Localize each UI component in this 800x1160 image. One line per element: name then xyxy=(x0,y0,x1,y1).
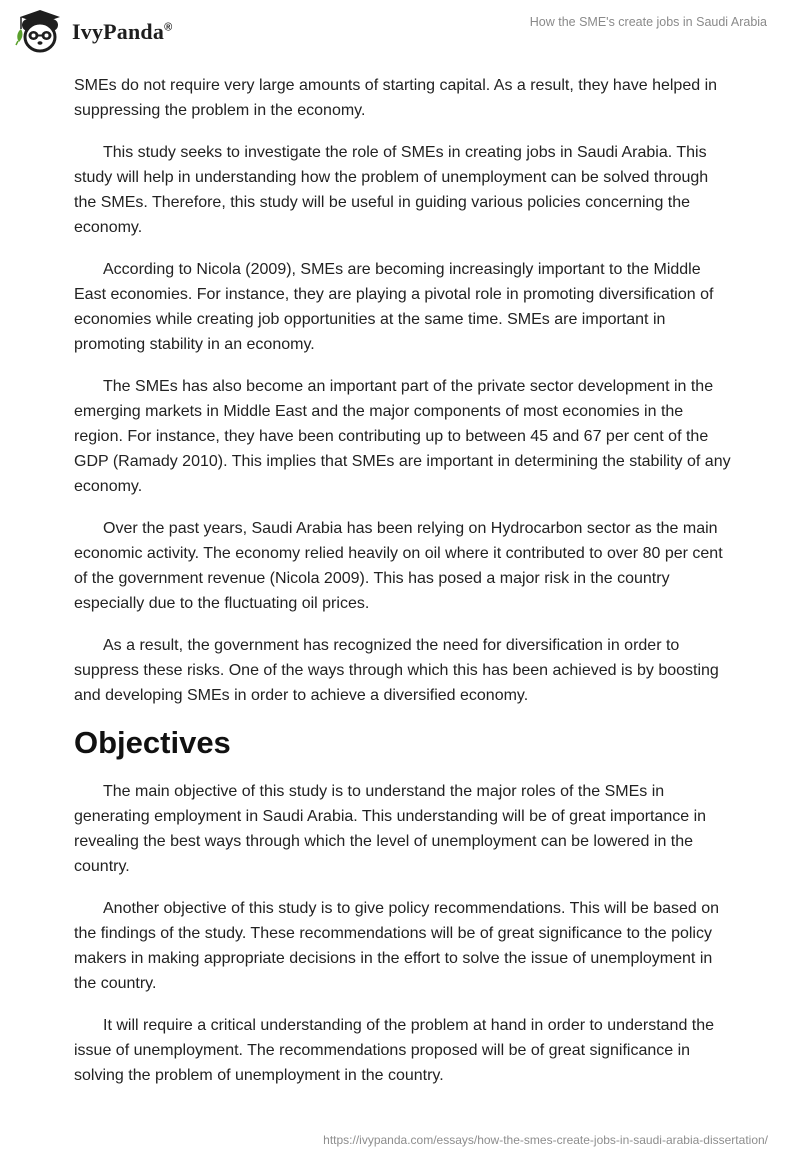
essay-body xyxy=(74,73,734,1105)
document-title: How the SME's create jobs in Saudi Arabia xyxy=(529,15,767,29)
source-url[interactable]: https://ivypanda.com/essays/how-the-smes-create-jobs-in-saudi-arabia-dissertation/ xyxy=(323,1133,768,1147)
page-header xyxy=(0,0,800,64)
paragraph: According to Nicola (2009), SMEs are becoming increasingly important to the Middle East economies. For instance, they are playing a pivotal role in promoting diversification of economies while creating job opportunities at the same time. SMEs are important in promoting stability in an economy. xyxy=(74,261,714,353)
panda-graduate-icon xyxy=(14,8,66,56)
paragraph: It will require a critical understanding of the problem at hand in order to understand the issue of unemployment. The recommendations proposed will be of great significance in solving the problem of unemployment in the country. xyxy=(74,1017,715,1084)
section-heading-objectives: Objectives xyxy=(74,725,231,760)
paragraph: This study seeks to investigate the role of SMEs in creating jobs in Saudi Arabia. This study will help in understanding how the problem of unemployment can be solved through the SMEs. Therefore, this study will be useful in guiding various policies concerning the economy. xyxy=(74,144,709,236)
paragraph: Another objective of this study is to give policy recommendations. This will be based on the findings of the study. These recommendations will be of great significance to the policy makers in making appropriate decisions in the effort to solve the issue of unemployment in the country. xyxy=(74,900,720,992)
trademark: ® xyxy=(164,21,173,34)
paragraph: The SMEs has also become an important part of the private sector development in the emerging markets in Middle East and the major components of most economies in the region. For instance, they have been contributing up to between 45 and 67 per cent of the GDP (Ramady 2010). This implies that SMEs are important in determining the stability of any economy. xyxy=(74,378,731,495)
ivypanda-logo[interactable] xyxy=(14,8,194,56)
paragraph: SMEs do not require very large amounts of starting capital. As a result, they have helped in suppressing the problem in the economy. xyxy=(74,77,718,119)
paragraph: As a result, the government has recognized the need for diversification in order to suppress these risks. One of the ways through which this has been achieved is by boosting and developing SMEs in order to achieve a diversified economy. xyxy=(74,637,719,704)
paragraph: The main objective of this study is to understand the major roles of the SMEs in generating employment in Saudi Arabia. This understanding will be of great importance in revealing the best ways through which the level of unemployment can be lowered in the country. xyxy=(74,783,707,875)
paragraph: Over the past years, Saudi Arabia has been relying on Hydrocarbon sector as the main economic activity. The economy relied heavily on oil where it contributed to over 80 per cent of the government revenue (Nicola 2009). This has posed a major risk in the country especially due to the fluctuating oil prices. xyxy=(74,520,723,612)
brand-name: IvyPanda® xyxy=(72,19,173,44)
